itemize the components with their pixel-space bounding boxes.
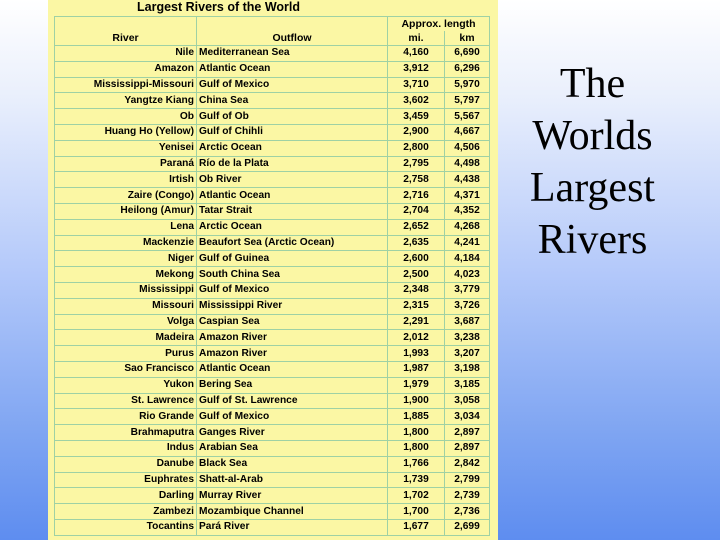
outflow-cell: Gulf of Mexico bbox=[197, 282, 388, 298]
header-mi: mi. bbox=[388, 31, 445, 46]
table-row bbox=[55, 188, 490, 204]
length-mi-cell: 1,800 bbox=[388, 425, 445, 441]
length-mi-cell: 3,602 bbox=[388, 93, 445, 109]
table-row bbox=[55, 393, 490, 409]
length-mi-cell: 2,315 bbox=[388, 298, 445, 314]
length-mi-cell: 3,912 bbox=[388, 61, 445, 77]
outflow-cell: Arctic Ocean bbox=[197, 140, 388, 156]
length-km-cell: 2,736 bbox=[445, 504, 490, 520]
river-cell: Nile bbox=[55, 46, 197, 62]
table-row bbox=[55, 519, 490, 535]
length-mi-cell: 3,710 bbox=[388, 77, 445, 93]
length-mi-cell: 2,291 bbox=[388, 314, 445, 330]
length-km-cell: 4,667 bbox=[445, 124, 490, 140]
table-row bbox=[55, 267, 490, 283]
outflow-cell: Murray River bbox=[197, 488, 388, 504]
table-row bbox=[55, 488, 490, 504]
outflow-cell: Río de la Plata bbox=[197, 156, 388, 172]
length-mi-cell: 2,500 bbox=[388, 267, 445, 283]
river-cell: Mackenzie bbox=[55, 235, 197, 251]
length-mi-cell: 1,800 bbox=[388, 440, 445, 456]
length-km-cell: 3,058 bbox=[445, 393, 490, 409]
table-row bbox=[55, 377, 490, 393]
river-cell: Euphrates bbox=[55, 472, 197, 488]
length-km-cell: 3,198 bbox=[445, 361, 490, 377]
length-mi-cell: 1,900 bbox=[388, 393, 445, 409]
length-mi-cell: 2,348 bbox=[388, 282, 445, 298]
outflow-cell: Beaufort Sea (Arctic Ocean) bbox=[197, 235, 388, 251]
length-km-cell: 4,506 bbox=[445, 140, 490, 156]
river-cell: Indus bbox=[55, 440, 197, 456]
length-mi-cell: 1,677 bbox=[388, 519, 445, 535]
river-cell: Mekong bbox=[55, 267, 197, 283]
length-mi-cell: 4,160 bbox=[388, 46, 445, 62]
outflow-cell: Arabian Sea bbox=[197, 440, 388, 456]
table-row bbox=[55, 172, 490, 188]
length-km-cell: 2,799 bbox=[445, 472, 490, 488]
table-row bbox=[55, 140, 490, 156]
table-row bbox=[55, 425, 490, 441]
length-km-cell: 4,371 bbox=[445, 188, 490, 204]
length-km-cell: 4,438 bbox=[445, 172, 490, 188]
header-spacer bbox=[55, 17, 197, 32]
river-cell: Rio Grande bbox=[55, 409, 197, 425]
river-cell: Mississippi bbox=[55, 282, 197, 298]
length-mi-cell: 2,900 bbox=[388, 124, 445, 140]
table-row bbox=[55, 314, 490, 330]
length-mi-cell: 1,702 bbox=[388, 488, 445, 504]
length-km-cell: 3,779 bbox=[445, 282, 490, 298]
length-mi-cell: 1,987 bbox=[388, 361, 445, 377]
river-cell: Darling bbox=[55, 488, 197, 504]
table-row bbox=[55, 77, 490, 93]
outflow-cell: Black Sea bbox=[197, 456, 388, 472]
slide-title bbox=[510, 58, 675, 266]
river-cell: Irtish bbox=[55, 172, 197, 188]
header-length-group: Approx. length bbox=[388, 17, 490, 32]
table-row bbox=[55, 346, 490, 362]
table-row bbox=[55, 440, 490, 456]
river-cell: Purus bbox=[55, 346, 197, 362]
table-row bbox=[55, 219, 490, 235]
length-mi-cell: 2,652 bbox=[388, 219, 445, 235]
table-row bbox=[55, 46, 490, 62]
length-km-cell: 6,296 bbox=[445, 61, 490, 77]
length-km-cell: 4,498 bbox=[445, 156, 490, 172]
length-mi-cell: 1,993 bbox=[388, 346, 445, 362]
outflow-cell: China Sea bbox=[197, 93, 388, 109]
length-mi-cell: 2,800 bbox=[388, 140, 445, 156]
length-mi-cell: 2,795 bbox=[388, 156, 445, 172]
length-km-cell: 3,238 bbox=[445, 330, 490, 346]
river-cell: Zaire (Congo) bbox=[55, 188, 197, 204]
length-km-cell: 3,034 bbox=[445, 409, 490, 425]
table-row bbox=[55, 93, 490, 109]
length-km-cell: 4,268 bbox=[445, 219, 490, 235]
river-cell: Tocantins bbox=[55, 519, 197, 535]
rivers-table-image bbox=[48, 0, 498, 540]
slide-title-line: Rivers bbox=[537, 217, 648, 263]
outflow-cell: Mozambique Channel bbox=[197, 504, 388, 520]
table-row bbox=[55, 235, 490, 251]
header-spacer bbox=[197, 17, 388, 32]
outflow-cell: Ob River bbox=[197, 172, 388, 188]
length-km-cell: 5,970 bbox=[445, 77, 490, 93]
outflow-cell: Atlantic Ocean bbox=[197, 61, 388, 77]
outflow-cell: Gulf of Mexico bbox=[197, 77, 388, 93]
outflow-cell: Amazon River bbox=[197, 346, 388, 362]
table-row bbox=[55, 504, 490, 520]
river-cell: Brahmaputra bbox=[55, 425, 197, 441]
length-km-cell: 5,567 bbox=[445, 109, 490, 125]
length-km-cell: 3,726 bbox=[445, 298, 490, 314]
length-km-cell: 4,184 bbox=[445, 251, 490, 267]
river-cell: Sao Francisco bbox=[55, 361, 197, 377]
length-km-cell: 3,185 bbox=[445, 377, 490, 393]
length-mi-cell: 1,885 bbox=[388, 409, 445, 425]
slide-title-line: Worlds bbox=[532, 113, 653, 159]
river-cell: Huang Ho (Yellow) bbox=[55, 124, 197, 140]
length-km-cell: 2,897 bbox=[445, 425, 490, 441]
river-cell: Danube bbox=[55, 456, 197, 472]
outflow-cell: Mediterranean Sea bbox=[197, 46, 388, 62]
slide-title-line: Largest bbox=[529, 165, 656, 211]
table-row bbox=[55, 298, 490, 314]
table-row bbox=[55, 61, 490, 77]
length-km-cell: 2,897 bbox=[445, 440, 490, 456]
river-cell: Zambezi bbox=[55, 504, 197, 520]
length-mi-cell: 1,766 bbox=[388, 456, 445, 472]
outflow-cell: South China Sea bbox=[197, 267, 388, 283]
table-header-row bbox=[55, 31, 490, 46]
outflow-cell: Ganges River bbox=[197, 425, 388, 441]
length-km-cell: 4,352 bbox=[445, 203, 490, 219]
outflow-cell: Pará River bbox=[197, 519, 388, 535]
table-row bbox=[55, 472, 490, 488]
outflow-cell: Bering Sea bbox=[197, 377, 388, 393]
table-row bbox=[55, 409, 490, 425]
river-cell: Lena bbox=[55, 219, 197, 235]
length-mi-cell: 1,979 bbox=[388, 377, 445, 393]
table-row bbox=[55, 109, 490, 125]
river-cell: Yangtze Kiang bbox=[55, 93, 197, 109]
river-cell: Madeira bbox=[55, 330, 197, 346]
length-km-cell: 4,023 bbox=[445, 267, 490, 283]
slide-title-line: The bbox=[559, 61, 626, 107]
table-row bbox=[55, 330, 490, 346]
length-mi-cell: 3,459 bbox=[388, 109, 445, 125]
river-cell: Volga bbox=[55, 314, 197, 330]
length-km-cell: 2,699 bbox=[445, 519, 490, 535]
table-row bbox=[55, 124, 490, 140]
header-river: River bbox=[55, 31, 197, 46]
river-cell: Mississippi-Missouri bbox=[55, 77, 197, 93]
length-km-cell: 2,842 bbox=[445, 456, 490, 472]
length-km-cell: 3,207 bbox=[445, 346, 490, 362]
table-row bbox=[55, 361, 490, 377]
table-title: Largest Rivers of the World bbox=[137, 0, 300, 14]
rivers-table bbox=[54, 16, 490, 536]
outflow-cell: Amazon River bbox=[197, 330, 388, 346]
outflow-cell: Shatt-al-Arab bbox=[197, 472, 388, 488]
length-km-cell: 4,241 bbox=[445, 235, 490, 251]
length-mi-cell: 2,758 bbox=[388, 172, 445, 188]
river-cell: Yenisei bbox=[55, 140, 197, 156]
outflow-cell: Atlantic Ocean bbox=[197, 361, 388, 377]
outflow-cell: Arctic Ocean bbox=[197, 219, 388, 235]
table-row bbox=[55, 156, 490, 172]
outflow-cell: Gulf of St. Lawrence bbox=[197, 393, 388, 409]
outflow-cell: Gulf of Mexico bbox=[197, 409, 388, 425]
length-mi-cell: 2,012 bbox=[388, 330, 445, 346]
table-row bbox=[55, 456, 490, 472]
length-km-cell: 2,739 bbox=[445, 488, 490, 504]
outflow-cell: Mississippi River bbox=[197, 298, 388, 314]
length-mi-cell: 2,704 bbox=[388, 203, 445, 219]
river-cell: Paraná bbox=[55, 156, 197, 172]
river-cell: Ob bbox=[55, 109, 197, 125]
header-km: km bbox=[445, 31, 490, 46]
outflow-cell: Gulf of Ob bbox=[197, 109, 388, 125]
length-km-cell: 3,687 bbox=[445, 314, 490, 330]
table-row bbox=[55, 282, 490, 298]
river-cell: Missouri bbox=[55, 298, 197, 314]
length-mi-cell: 2,716 bbox=[388, 188, 445, 204]
river-cell: Heilong (Amur) bbox=[55, 203, 197, 219]
outflow-cell: Caspian Sea bbox=[197, 314, 388, 330]
table-row bbox=[55, 203, 490, 219]
length-mi-cell: 1,739 bbox=[388, 472, 445, 488]
river-cell: Amazon bbox=[55, 61, 197, 77]
outflow-cell: Gulf of Chihli bbox=[197, 124, 388, 140]
outflow-cell: Gulf of Guinea bbox=[197, 251, 388, 267]
header-outflow: Outflow bbox=[197, 31, 388, 46]
length-mi-cell: 2,635 bbox=[388, 235, 445, 251]
length-mi-cell: 2,600 bbox=[388, 251, 445, 267]
length-km-cell: 6,690 bbox=[445, 46, 490, 62]
length-mi-cell: 1,700 bbox=[388, 504, 445, 520]
table-row bbox=[55, 251, 490, 267]
river-cell: Yukon bbox=[55, 377, 197, 393]
river-cell: Niger bbox=[55, 251, 197, 267]
outflow-cell: Atlantic Ocean bbox=[197, 188, 388, 204]
river-cell: St. Lawrence bbox=[55, 393, 197, 409]
table-header-row bbox=[55, 17, 490, 32]
length-km-cell: 5,797 bbox=[445, 93, 490, 109]
outflow-cell: Tatar Strait bbox=[197, 203, 388, 219]
